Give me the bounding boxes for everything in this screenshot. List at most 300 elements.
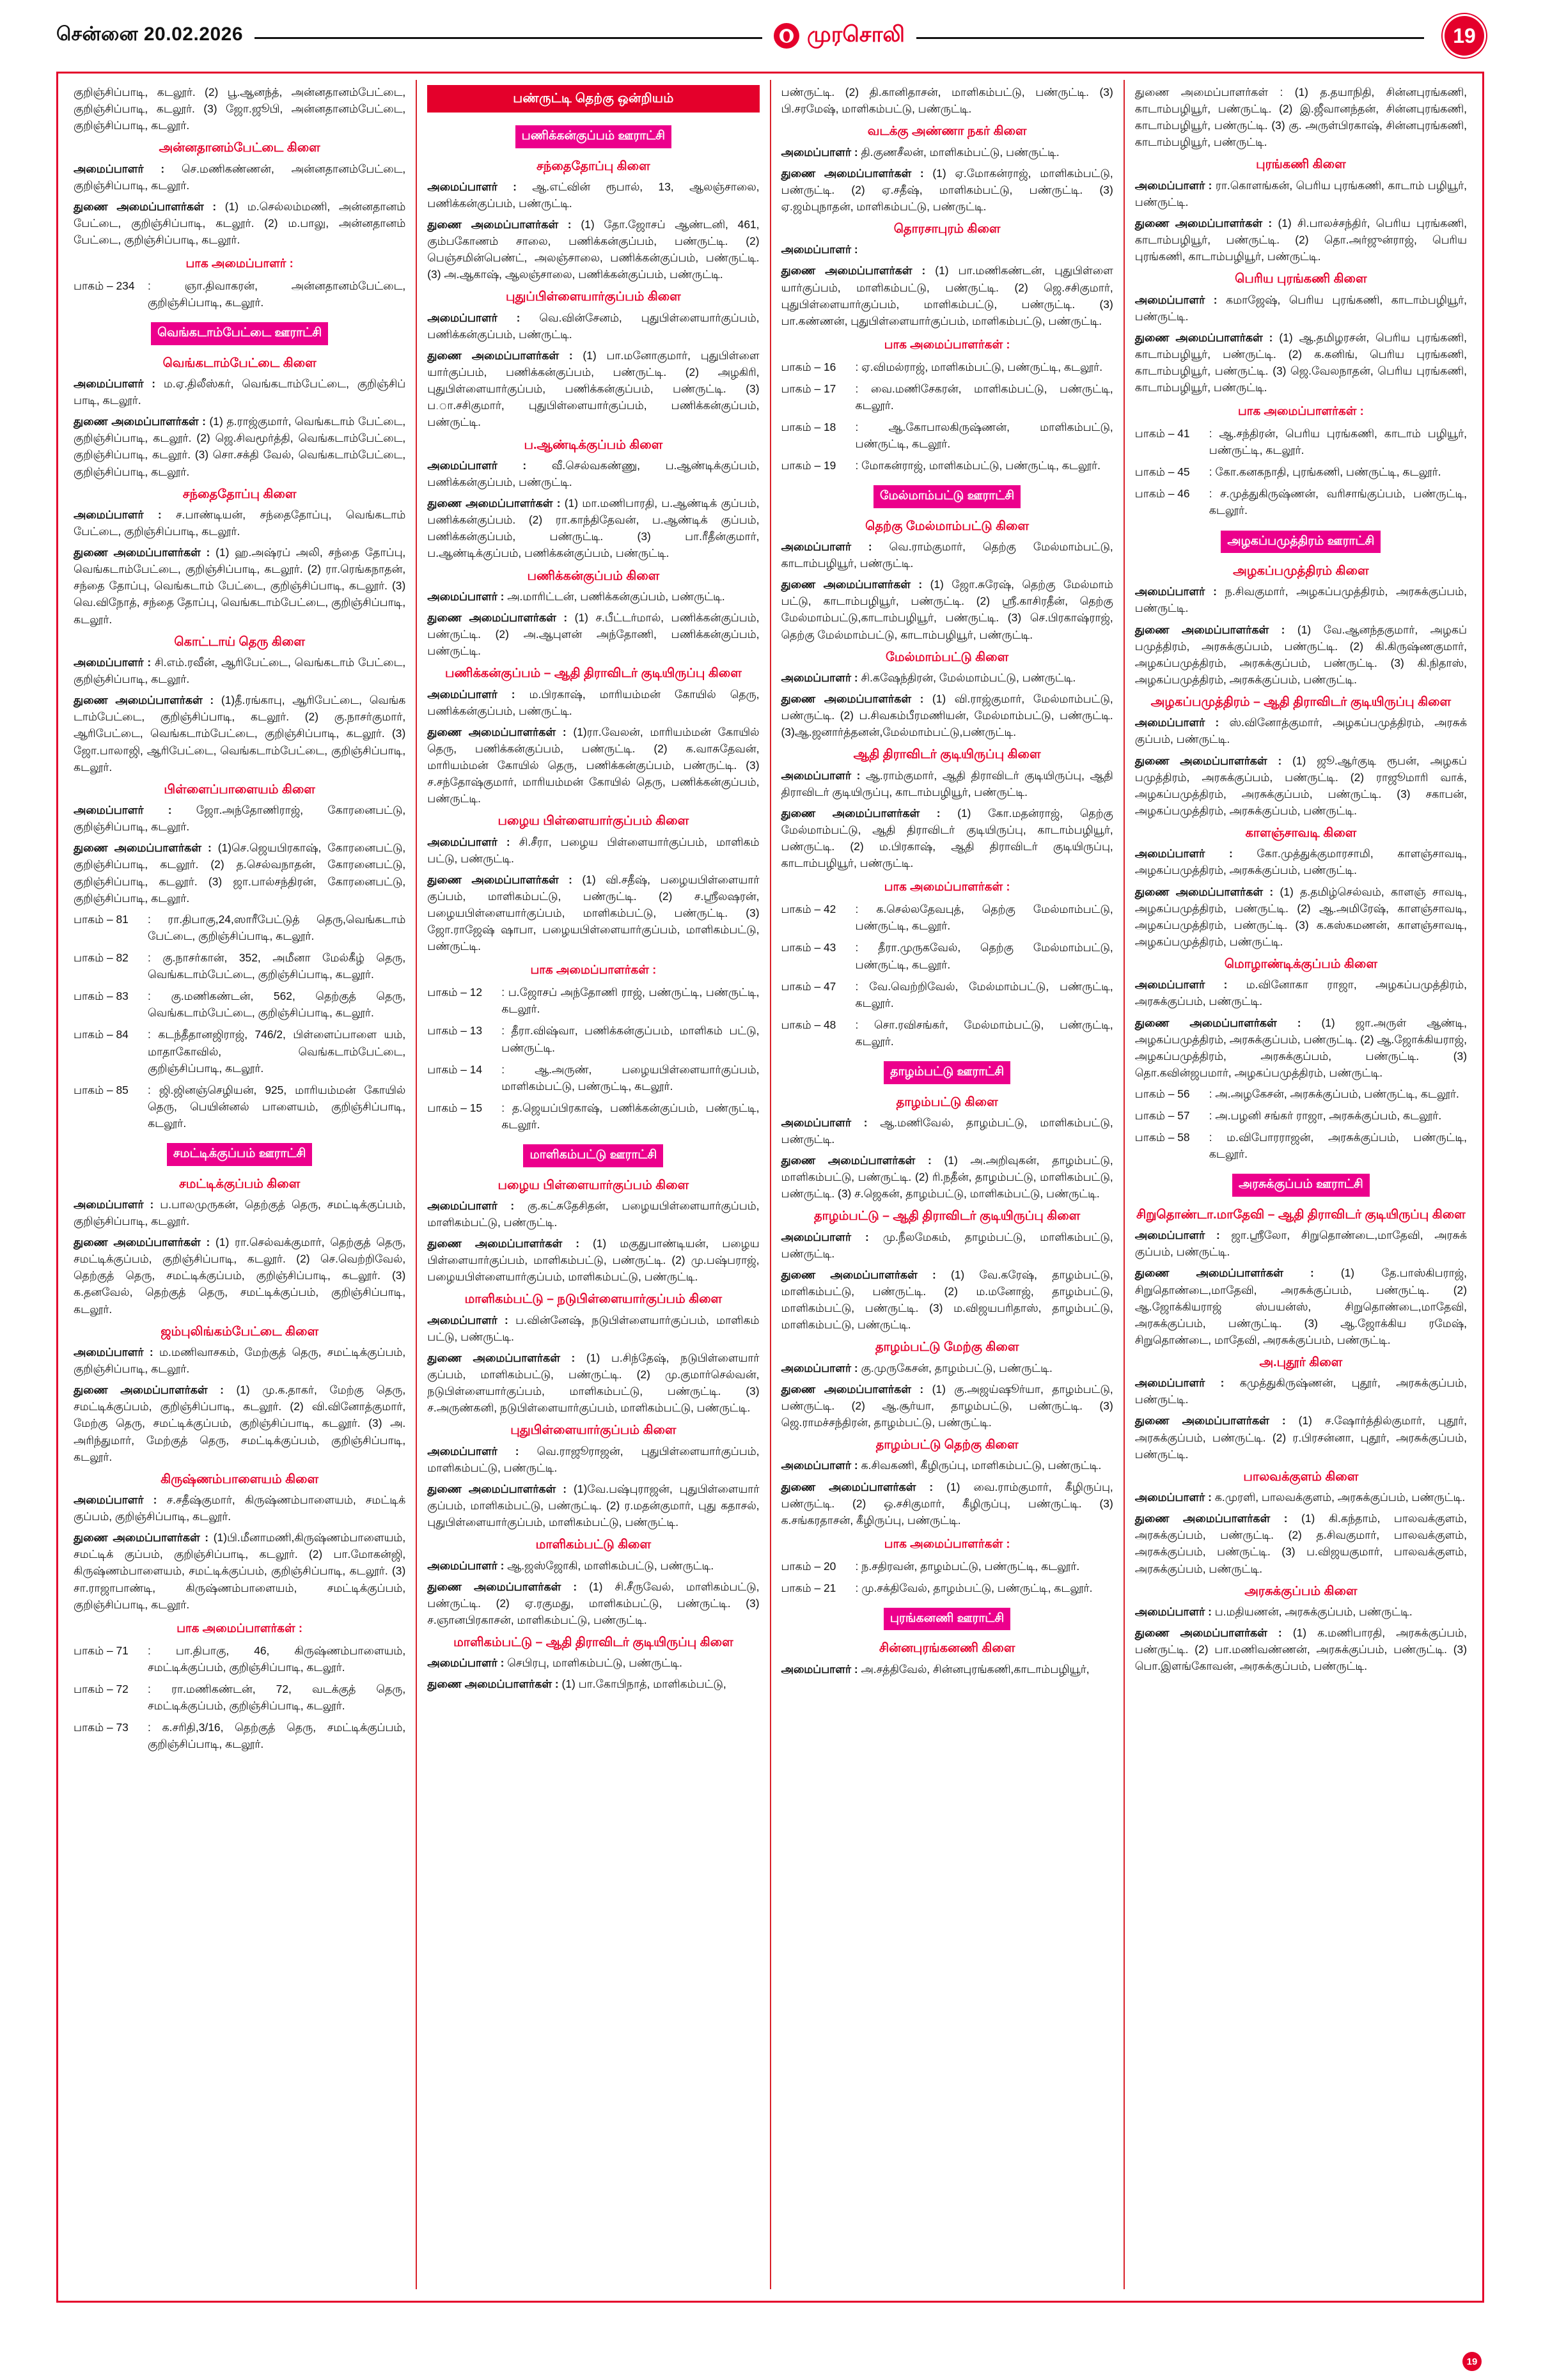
- part-organiser-row: [781, 419, 1113, 452]
- section-banner: பண்ருட்டி தெற்கு ஒன்றியம்: [427, 85, 759, 113]
- part-organiser-name: : ரா.மணிகண்டன், 72, வடக்குத் தெரு, சமட்டிக்குப்பம், குறிஞ்சிப்பாடி, கடலூர்.: [148, 1682, 406, 1712]
- part-number: பாகம் – 84: [74, 1028, 129, 1041]
- part-organiser-name: : அ.அழகேசன், அரசுக்குப்பம், பண்ருட்டி, கடலூர்.: [1209, 1087, 1459, 1100]
- part-organiser-row: [74, 911, 405, 944]
- part-organiser-row: [74, 1642, 405, 1676]
- office-bearer-line: அமைப்பாளர் : ஆ.ராம்குமார், ஆதி திராவிடர் குடியிருப்பு, ஆதி திராவிடர் குடியிருப்பு, காடாம்பழியூர், பண்ருட்டி.: [781, 768, 1113, 798]
- office-bearer-line: அமைப்பாளர் : கு.முருகேசன், தாழம்பட்டு, பண்ருட்டி.: [781, 1361, 1053, 1374]
- office-bearer-label: துணை அமைப்பாளர்கள் :: [1134, 216, 1278, 229]
- office-bearer-line: துணை அமைப்பாளர்கள் : (1) பா.மனோகுமார், புதுபிள்ளை யார்குப்பம், பணிக்கன்குப்பம், பண்ருட்டி. (2) அழகிரி, புதுபிள்ளையார்குப்பம், பணிக்கன்குப்பம், பண்ருட்டி. (3) ப.ா.சசிகுமார், புதுபிள்ளையார்குப்பம், பணிக்கன்குப்பம், பண்ருட்டி.: [427, 349, 760, 429]
- part-organiser-row: [74, 277, 405, 311]
- branch-heading: தெற்கு மேல்மாம்பட்டு கிளை: [865, 518, 1030, 533]
- branch-heading: புதுபிள்ளையார்குப்பம் கிளை: [510, 1423, 677, 1438]
- column-2: [416, 80, 769, 2289]
- branch-heading: வடக்கு அண்ணா நகர் கிளை: [867, 124, 1027, 139]
- office-bearer-label: துணை அமைப்பாளர்கள் :: [1134, 1512, 1302, 1525]
- part-number: பாகம் – 48: [781, 1018, 836, 1031]
- branch-heading: தாழம்பட்டு – ஆதி திராவிடர் குடியிருப்பு கிளை: [813, 1209, 1081, 1224]
- office-bearer-label: அமைப்பாளர் :: [427, 1559, 508, 1572]
- panchayat-heading-wrap: [781, 479, 1113, 512]
- office-bearer-line: துணை அமைப்பாளர்கள் : (1) ப.சிந்தேஷ், நடுபிள்ளையார் குப்பம், மாளிகம்பட்டு, பண்ருட்டி. (2) மு.குமார்செல்வன், நடுபிள்ளையார்குப்பம், மாளிகம்பட்டு, பண்ருட்டி. (3) ச.அருண்கனி, நடுபிள்ளையார்குப்பம், மாளிகம்பட்டு, பண்ருட்டி.: [427, 1351, 760, 1415]
- office-bearer-line: அமைப்பாளர் : சி.சீரா, பழைய பிள்ளையார்குப்பம், மாளிகம் பட்டு, பண்ருட்டி.: [427, 835, 760, 865]
- office-bearer-line: துணை அமைப்பாளர்கள் : (1) மா.மணிபாரதி, ப.ஆண்டிக் குப்பம், பணிக்கன்குப்பம். (2) ரா.காந்திதேவன், ப.ஆண்டிக் குப்பம், பணிக்கன்குப்பம், பண்ருட்டி. (3) பா.ரீதீன்குமார், ப.ஆண்டிக்குப்பம், பணிக்கன்குப்பம், பண்ருட்டி.: [427, 497, 760, 560]
- office-bearer-line: துணை அமைப்பாளர்கள் : (1) தோ.ஜோசப் ஆண்டனி, 461, கும்பகோணம் சாலை, பணிக்கன்குப்பம், பண்ருட்டி. (2) பெஞ்சமின்பெண்ட், அலஞ்சாலை, பணிக்கன்குப்பம், பண்ருட்டி. (3) அ.ஆகாஷ், ஆலஞ்சாலை, பணிக்கன்குப்பம், பண்ருட்டி.: [427, 218, 760, 281]
- office-bearer-line: துணை அமைப்பாளர்கள் : (1) ஜா.அருள் ஆண்டி, அழகப்பமுத்திரம், அரசுக்குப்பம், பண்ருட்டி. (2) ஆ.ஜோக்கியராஜ், அழகப்பமுத்திரம், அரசுக்குப்பம், பண்ருட்டி. (3) தொ.கவின்ஜபமார், அழகப்பமுத்திரம், பண்ருட்டி.: [1134, 1016, 1467, 1079]
- office-bearer-line: துணை அமைப்பாளர்கள் : (1) ஏ.மோகன்ராஜ், மாளிகம்பட்டு, பண்ருட்டி. (2) ஏ.சதீஷ், மாளிகம்பட்டு, பண்ருட்டி. (3) ஏ.ஜம்புநாதன், மாளிகம்பட்டு, பண்ருட்டி.: [781, 166, 1113, 213]
- panchayat-heading: அழகப்பமுத்திரம் ஊராட்சி: [1221, 531, 1381, 554]
- part-organiser-row: [427, 1061, 759, 1094]
- part-number: பாகம் – 13: [427, 1024, 483, 1038]
- part-organiser-row: [781, 901, 1113, 934]
- column-3: [770, 80, 1124, 2289]
- part-organiser-row: [1135, 1107, 1467, 1124]
- office-bearer-line: அமைப்பாளர் : ரா.கொளங்கன், பெரிய புரங்கணி, காடாம் பழியூர், பண்ருட்டி.: [1134, 178, 1468, 208]
- part-number: பாகம் – 16: [781, 360, 836, 373]
- continued-paragraph: பண்ருட்டி. (2) தி.கானிதாசன், மாளிகம்பட்டு, பண்ருட்டி. (3) பி.சரமேஷ், மாளிகம்பட்டு, பண்ருட்டி.: [781, 86, 1113, 116]
- part-organiser-name: : ஆ.கோபாலகிருஷ்ணன், மாளிகம்பட்டு, பண்ருட்டி, கடலூர்.: [855, 420, 1113, 451]
- office-bearer-line: துணை அமைப்பாளர்கள் : (1) த.தமிழ்செல்வம், காளஞ் சாவடி, அழகப்பமுத்திரம், பண்ருட்டி. (2) ஆ.அமிரேஷ், காளஞ்சாவடி, அழகப்பமுத்திரம், பண்ருட்டி. (3) க.கஸ்கமணன், காளஞ்சாவடி, அழகப்பமுத்திரம், பண்ருட்டி.: [1134, 885, 1467, 948]
- branch-heading: பிள்ளைப்பாளையம் கிளை: [164, 782, 315, 797]
- office-bearer-line: அமைப்பாளர் : ஆ.ஜஸ்ஜோகி, மாளிகம்பட்டு, பண்ருட்டி.: [427, 1559, 714, 1572]
- office-bearer-label: துணை அமைப்பாளர்கள் :: [427, 1237, 593, 1250]
- office-bearer-label: துணை அமைப்பாளர்கள் :: [781, 264, 936, 277]
- office-bearer-line: அமைப்பாளர் : ஆ.எட்வின் ரூபால், 13, ஆலஞ்சாலை, பணிக்கன்குப்பம், பண்ருட்டி.: [427, 180, 760, 210]
- panchayat-heading-wrap: [781, 1055, 1113, 1088]
- part-organisers-heading: பாக அமைப்பாளர் :: [185, 256, 294, 270]
- office-bearer-label: அமைப்பாளர் :: [781, 1116, 881, 1129]
- office-bearer-label: அமைப்பாளர் :: [1134, 1605, 1215, 1618]
- part-organiser-name: : தீரா.விஷ்வா, பணிக்கன்குப்பம், மாளிகம் பட்டு, பண்ருட்டி.: [501, 1024, 760, 1054]
- office-bearer-label: துணை அமைப்பாளர்கள் :: [427, 1677, 562, 1691]
- office-bearer-line: துணை அமைப்பாளர்கள் : (1)ரா.வேலன், மாரியம்மன் கோயில் தெரு, பணிக்கன்குப்பம், பண்ருட்டி. (2) க.வாசுதேவன், மாரியம்மன் கோயில் தெரு, பணிக்கன்குப்பம், பண்ருட்டி. (3) ச.சந்தோஷ்குமார், மாரியம்மன் கோயில் தெரு, பணிக்கன்குப்பம், பண்ருட்டி.: [427, 725, 760, 805]
- office-bearer-label: அமைப்பாளர் :: [74, 804, 196, 817]
- office-bearer-line: அமைப்பாளர் : ம.வினோகா ராஜா, அழகப்பமுத்திரம், அரசுக்குப்பம், பண்ருட்டி.: [1134, 978, 1467, 1008]
- branch-heading: அன்னதானம்பேட்டை கிளை: [159, 141, 320, 155]
- branch-heading: காளஞ்சாவடி கிளை: [1245, 826, 1357, 840]
- office-bearer-label: துணை அமைப்பாளர்கள் :: [781, 692, 932, 706]
- office-bearer-label: துணை அமைப்பாளர்கள் :: [1134, 1016, 1322, 1029]
- office-bearer-label: அமைப்பாளர் :: [1134, 978, 1246, 992]
- part-organiser-name: : ச.முத்துகிருஷ்ணன், வரிசாங்குப்பம், பண்ருட்டி, கடலூர்.: [1209, 487, 1467, 517]
- office-bearer-line: அமைப்பாளர் : கமாஜேஷ், பெரிய புரங்கணி, காடாம்பழியூர், பண்ருட்டி.: [1134, 293, 1468, 323]
- part-number: பாகம் – 21: [781, 1581, 836, 1594]
- panchayat-heading-wrap: [1135, 1167, 1467, 1201]
- part-organiser-name: : பா.திபாகு, 46, கிருஷ்ணம்பாளையம், சமட்டிக்குப்பம், குறிஞ்சிப்பாடி, கடலூர்.: [148, 1644, 406, 1674]
- office-bearer-label: துணை அமைப்பாளர்கள் :: [427, 218, 581, 231]
- office-bearer-line: அமைப்பாளர் : க.சிவகணி, கீழிருப்பு, மாளிகம்பட்டு, பண்ருட்டி.: [781, 1459, 1102, 1472]
- paper-name: முரசொலி: [807, 22, 905, 47]
- office-bearer-label: அமைப்பாளர் :: [427, 1313, 516, 1326]
- office-bearer-line: அமைப்பாளர் : அ.சத்திவேல், சின்னபுரங்கணி,காடாம்பழியூர்,: [781, 1662, 1090, 1676]
- office-bearer-line: அமைப்பாளர் : வீ.செல்வகண்ணு, ப.ஆண்டிக்குப்பம், பணிக்கன்குப்பம், பண்ருட்டி.: [427, 458, 760, 488]
- part-number: பாகம் – 42: [781, 903, 836, 916]
- branch-heading: புதுப்பிள்ளையார்குப்பம் கிளை: [505, 290, 681, 304]
- office-bearer-label: அமைப்பாளர் :: [74, 1493, 167, 1507]
- office-bearer-line: அமைப்பாளர் : ஸ்.வினோத்குமார், அழகப்பமுத்திரம், அரசுக் குப்பம், பண்ருட்டி.: [1134, 716, 1467, 746]
- office-bearer-line: அமைப்பாளர் : செ.மணிகண்ணன், அன்னதானம்பேட்டை, குறிஞ்சிப்பாடி, கடலூர்.: [74, 162, 406, 192]
- office-bearer-label: துணை அமைப்பாளர்கள் :: [74, 415, 210, 428]
- office-bearer-line: துணை அமைப்பாளர்கள் : (1) சி.பாலச்சந்திர், பெரிய புரங்கணி, காடாம்பழியூர், பண்ருட்டி. (2) தொ.அர்ஜுன்ராஜ், பெரிய புரங்கணி, காடாம்பழியூர், பண்ருட்டி.: [1134, 216, 1467, 263]
- part-organiser-row: [74, 1026, 405, 1076]
- office-bearer-label: அமைப்பாளர் :: [781, 1361, 861, 1374]
- content-frame: [56, 72, 1484, 2303]
- branch-heading: தொரசாபுரம் கிளை: [893, 221, 1001, 236]
- office-bearer-line: துணை அமைப்பாளர்கள் : (1)பி.மீனாமணி,கிருஷ்ணம்பாளையம், சமட்டிக் குப்பம், குறிஞ்சிப்பாடி, கடலூர். (2) பா.மோகன்ஜி, கிருஷ்ணம்பாளையம், சமட்டிக்குப்பம், குறிஞ்சிப்பாடி, கடலூர். (3) சா.ராஜாபாண்டி, கிருஷ்ணம்பாளையம், சமட்டிக்குப்பம், குறிஞ்சிப்பாடி, கடலூர்.: [74, 1531, 406, 1611]
- branch-heading: பாலவக்குளம் கிளை: [1243, 1469, 1359, 1484]
- office-bearer-line: [781, 241, 1113, 258]
- office-bearer-label: அமைப்பாளர் :: [1134, 716, 1230, 729]
- office-bearer-label: துணை அமைப்பாளர்கள் :: [1134, 1266, 1341, 1280]
- office-bearer-line: அமைப்பாளர் : ப.வின்னேஷ், நடுபிள்ளையார்குப்பம், மாளிகம் பட்டு, பண்ருட்டி.: [427, 1313, 760, 1343]
- masthead: [0, 0, 1543, 72]
- panchayat-heading-wrap: [781, 1601, 1113, 1635]
- office-bearer-line: துணை அமைப்பாளர்கள் : (1) ரா.செல்வக்குமார், தெற்குத் தெரு, சமட்டிக்குப்பம், குறிஞ்சிப்பாடி, கடலூர். (2) செ.வெற்றிவேல், தெற்குத் தெரு, சமட்டிக்குப்பம், குறிஞ்சிப்பாடி, கடலூர். (3) க.தனவேல், தெற்குத் தெரு, சமட்டிக்குப்பம், குறிஞ்சிப்பாடி, கடலூர்.: [74, 1236, 406, 1316]
- office-bearer-line: துணை அமைப்பாளர்கள் : (1) ச.ஷோர்த்தில்குமார், புதூர், அரசுக்குப்பம், பண்ருட்டி. (2) ர.பிரசன்னா, புதூர், அரசுக்குப்பம், பண்ருட்டி.: [1134, 1414, 1467, 1461]
- branch-heading: தாழம்பட்டு கிளை: [896, 1094, 998, 1109]
- office-bearer-label: துணை அமைப்பாளர்கள் :: [781, 1382, 932, 1396]
- office-bearer-line: அமைப்பாளர் : வெ.ராஜூராஜன், புதுபிள்ளையார்குப்பம், மாளிகம்பட்டு, பண்ருட்டி.: [427, 1444, 760, 1474]
- part-organiser-row: [74, 1719, 405, 1752]
- part-number: பாகம் – 56: [1134, 1087, 1190, 1100]
- part-organiser-name: : ஞா.திவாகரன், அன்னதானம்பேட்டை, குறிஞ்சிப்பாடி, கடலூர்.: [148, 279, 406, 309]
- office-bearer-label: துணை அமைப்பாளர்கள் :: [74, 694, 221, 707]
- office-bearer-label: அமைப்பாளர் :: [781, 768, 866, 782]
- office-bearer-label: துணை அமைப்பாளர்கள் :: [427, 1351, 586, 1364]
- part-organiser-name: : ம.விபோரராஜன், அரசுக்குப்பம், பண்ருட்டி, கடலூர்.: [1209, 1131, 1467, 1161]
- office-bearer-label: அமைப்பாளர் :: [1134, 847, 1257, 860]
- office-bearer-label: துணை அமைப்பாளர்கள் :: [427, 349, 583, 362]
- part-organiser-row: [781, 978, 1113, 1011]
- office-bearer-line: துணை அமைப்பாளர்கள் : (1) அ.அறிவுகன், தாழம்பட்டு, மாளிகம்பட்டு, பண்ருட்டி. (2) ரி.நதீன், தாழம்பட்டு, மாளிகம்பட்டு, பண்ருட்டி. (3) ச.ஜெகன், தாழம்பட்டு, மாளிகம்பட்டு, பண்ருட்டி.: [781, 1154, 1113, 1201]
- office-bearer-line: துணை அமைப்பாளர்கள் : (1) மகுதுபாண்டியன், பழைய பிள்ளையார்குப்பம், மாளிகம்பட்டு, பண்ருட்டி. (2) மு.பஷ்பராஜ், பழையபிள்ளையார்குப்பம், மாளிகம்பட்டு, பண்ருட்டி.: [427, 1237, 760, 1284]
- part-number: பாகம் – 57: [1134, 1109, 1190, 1123]
- masthead-logo: [774, 22, 905, 50]
- office-bearer-label: அமைப்பாளர் :: [781, 1662, 861, 1676]
- office-bearer-label: அமைப்பாளர் :: [427, 687, 529, 701]
- part-organisers-heading: பாக அமைப்பாளர்கள் :: [176, 1621, 302, 1635]
- office-bearer-line: துணை அமைப்பாளர்கள் : (1) மு.க.தாகர், மேற்கு தெரு, சமட்டிக்குப்பம், குறிஞ்சிப்பாடி, கடலூர். (2) வி.வினோத்குமார், மேற்கு தெரு, சமட்டிக்குப்பம், குறிஞ்சிப்பாடி, கடலூர். (3) அ. அரிந்துமார், மேற்குத் தெரு, சமட்டிக்குப்பம், குறிஞ்சிப்பாடி, கடலூர்.: [74, 1383, 406, 1463]
- office-bearer-label: அமைப்பாளர் :: [427, 835, 519, 848]
- office-bearer-line: துணை அமைப்பாளர்கள் : (1)செ.ஜெயபிரகாஷ், கோரனைபட்டு, குறிஞ்சிப்பாடி, கடலூர். (2) த.செல்வநாதன், கோரனைபட்டு, குறிஞ்சிப்பாடி, கடலூர். (3) ஜா.பால்சந்திரன், கோரனைபட்டு, குறிஞ்சிப்பாடி, கடலூர்.: [74, 841, 406, 905]
- office-bearer-label: துணை அமைப்பாளர்கள் :: [74, 841, 218, 855]
- branch-heading: பணிக்கன்குப்பம் கிளை: [527, 568, 660, 583]
- branch-heading: ஜம்புலிங்கம்பேட்டை கிளை: [161, 1324, 319, 1339]
- part-organisers-heading: பாக அமைப்பாளர்கள் :: [530, 963, 657, 977]
- part-organiser-row: [74, 988, 405, 1021]
- office-bearer-line: அமைப்பாளர் : வெ.ராம்குமார், தெற்கு மேல்மாம்பட்டு, காடாம்பழியூர், பண்ருட்டி.: [781, 540, 1113, 570]
- office-bearer-label: துணை அமைப்பாளர்கள் :: [427, 1580, 590, 1593]
- part-organiser-name: : வே.வெற்றிவேல், மேல்மாம்பட்டு, பண்ருட்டி, கடலூர்.: [855, 979, 1113, 1009]
- office-bearer-line: துணை அமைப்பாளர்கள் : (1) ச.பீட்டர்மால், பணிக்கன்குப்பம், பண்ருட்டி. (2) அ.ஆபுளன் அந்தோணி, பணிக்கன்குப்பம், பண்ருட்டி.: [427, 611, 760, 658]
- office-bearer-line: துணை அமைப்பாளர்கள் : (1) பா.மணிகண்டன், புதுபிள்ளை யார்குப்பம், மாளிகம்பட்டு, பண்ருட்டி. (2) ஜெ.சசிகுமார், புதுபிள்ளையார்குப்பம், மாளிகம்பட்டு, பண்ருட்டி. (3) பா.கண்ணன், புதுபிள்ளையார்குப்பம், மாளிகம்பட்டு, பண்ருட்டி.: [781, 264, 1113, 327]
- office-bearer-label: அமைப்பாளர் :: [74, 377, 164, 390]
- office-bearer-label: அமைப்பாளர் :: [74, 162, 182, 175]
- part-organiser-name: : ஆ.அருண், பழையபிள்ளையார்குப்பம், மாளிகம்பட்டு, பண்ருட்டி, கடலூர்.: [501, 1062, 760, 1093]
- branch-heading: சமட்டிக்குப்பம் கிளை: [178, 1176, 301, 1191]
- office-bearer-label: அமைப்பாளர் :: [427, 458, 552, 472]
- office-bearer-line: துணை அமைப்பாளர்கள் : (1) ஜூ.ஆர்குடி ரூபன், அழகப் பமுத்திரம், அரசுக்குப்பம், பண்ருட்டி. (2) ராஜூமாரி வாக், அழகப்பமுத்திரம், அரசுக்குப்பம், பண்ருட்டி. (3) சகாபன், அழகப்பமுத்திரம், அரசுக்குப்பம், பண்ருட்டி.: [1134, 754, 1467, 817]
- part-organiser-name: : ஏ.விமல்ராஜ், மாளிகம்பட்டு, பண்ருட்டி, கடலூர்.: [855, 360, 1103, 373]
- branch-heading: ப.ஆண்டிக்குப்பம் கிளை: [524, 437, 663, 452]
- office-bearer-label: துணை அமைப்பாளர்கள் :: [1134, 885, 1280, 898]
- office-bearer-label: துணை அமைப்பாளர்கள் :: [427, 1482, 574, 1495]
- office-bearer-line: துணை அமைப்பாளர்கள் : (1) த.ராஜ்குமார், வெங்கடாம் பேட்டை, குறிஞ்சிப்பாடி, கடலூர். (2) ஜெ.சிவமூர்த்தி, வெங்கடாம்பேட்டை, குறிஞ்சிப்பாடி, கடலூர். (3) சொ.சக்தி வேல், வெங்கடாம்பேட்டை, குறிஞ்சிப்பாடி, கடலூர்.: [74, 415, 406, 478]
- office-bearer-line: அமைப்பாளர் : மு.நீலமேகம், தாழம்பட்டு, மாளிகம்பட்டு, பண்ருட்டி.: [781, 1230, 1113, 1260]
- part-organisers-heading: பாக அமைப்பாளர்கள் :: [884, 337, 1010, 351]
- office-bearer-line: துணை அமைப்பாளர்கள் : (1) வி.சதீஷ், பழையபிள்ளையார் குப்பம், மாளிகம்பட்டு, பண்ருட்டி. (2) ச.ஸ்ரீலஷரன், பழையபிள்ளையார்குப்பம், மாளிகம்பட்டு, பண்ருட்டி. (3) ஜோ.ராஜேஷ் ஷாபா, பழையபிள்ளையார்குப்பம், மாளிகம்பட்டு, பண்ருட்டி.: [427, 873, 760, 953]
- panchayat-heading: மாளிகம்பட்டு ஊராட்சி: [523, 1144, 663, 1167]
- office-bearer-label: துணை அமைப்பாளர்கள் :: [1134, 331, 1280, 344]
- office-bearer-label: அமைப்பாளர் :: [74, 1197, 161, 1211]
- part-number: பாகம் – 14: [427, 1062, 483, 1076]
- part-organiser-row: [74, 1082, 405, 1132]
- part-organiser-row: [1135, 425, 1467, 458]
- part-organiser-name: : கடந்தீதானஜிராஜ், 746/2, பிள்ளைப்பாளை யம், மாதாகோவில், வெங்கடாம்பேட்டை, குறிஞ்சிப்பாடி, கடலூர்.: [148, 1028, 406, 1075]
- part-organiser-name: : கு.நாசர்கான், 352, அமீனா மேல்கீழ் தெரு, வெங்கடாம்பேட்டை, குறிஞ்சிப்பாடி, கடலூர்.: [148, 951, 406, 981]
- office-bearer-line: துணை அமைப்பாளர்கள் : (1) தே.பாஸ்கிபராஜ், சிறுதொண்டை,மாதேவி, அரசுக்குப்பம், பண்ருட்டி. (2) ஆ.ஜோக்கியராஜ் ஸ்பயன்ஸ், சிறுதொண்டை,மாதேவி, அரசுக்குப்பம், பண்ருட்டி. (3) ஆ.ஜோக்கிய ரமேஷ், சிறுதொண்டை, மாதேவி, அரசுக்குப்பம், பண்ருட்டி.: [1134, 1266, 1467, 1346]
- footer-page-number: 19: [1462, 2352, 1482, 2371]
- panchayat-heading-wrap: [74, 1137, 405, 1170]
- office-bearer-line: அமைப்பாளர் : சி.கஷேந்திரன், மேல்மாம்பட்டு, பண்ருட்டி.: [781, 671, 1076, 685]
- branch-heading: பெரிய புரங்கணி கிளை: [1235, 272, 1367, 286]
- part-number: பாகம் – 234: [74, 279, 135, 292]
- office-bearer-line: அமைப்பாளர் : செபிரபு, மாளிகம்பட்டு, பண்ருட்டி.: [427, 1656, 682, 1670]
- part-organiser-name: : ஜி.ஜினஞ்செழியன், 925, மாரியம்மன் கோயில் தெரு, பெயின்னல் பாளையம், குறிஞ்சிப்பாடி, கடலூர்.: [148, 1083, 406, 1130]
- panchayat-heading: மேல்மாம்பட்டு ஊராட்சி: [873, 485, 1021, 508]
- office-bearer-label: துணை அமைப்பாளர்கள் :: [1134, 1626, 1293, 1640]
- office-bearer-line: அமைப்பாளர் : ப.பாலமுருகன், தெற்குத் தெரு, சமட்டிக்குப்பம், குறிஞ்சிப்பாடி, கடலூர்.: [74, 1197, 406, 1227]
- part-organiser-row: [427, 1022, 759, 1055]
- office-bearer-label: அமைப்பாளர் :: [1134, 585, 1225, 598]
- office-bearer-line: துணை அமைப்பாளர்கள் : (1) வே.கரேஷ், தாழம்பட்டு, மாளிகம்பட்டு, பண்ருட்டி. (2) ம.மனோஜ், தாழம்பட்டு, மாளிகம்பட்டு, பண்ருட்டி. (3) ம.விஜயபரிதாஸ், தாழம்பட்டு, மாளிகம்பட்டு, பண்ருட்டி.: [781, 1268, 1113, 1332]
- part-organiser-row: [74, 1681, 405, 1714]
- office-bearer-line: அமைப்பாளர் : கோ.முத்துக்குமாரசாமி, காளஞ்சாவடி, அழகப்பமுத்திரம், அரசுக்குப்பம், பண்ருட்டி.: [1134, 847, 1467, 877]
- office-bearer-label: துணை அமைப்பாளர்கள் :: [1134, 623, 1297, 636]
- part-organiser-row: [781, 359, 1113, 375]
- office-bearer-line: துணை அமைப்பாளர்கள் : (1) வி.ராஜ்குமார், மேல்மாம்பட்டு, பண்ருட்டி. (2) ப.சிவகம்பீரமணியன், மேல்மாம்பட்டு, பண்ருட்டி. (3)ஆ.ஜனார்த்தனன்,மேல்மாம்பட்டு,பண்ருட்டி.: [781, 692, 1113, 739]
- office-bearer-label: அமைப்பாளர் :: [1134, 1376, 1240, 1390]
- office-bearer-label: துணை அமைப்பாளர்கள் :: [427, 497, 565, 510]
- branch-heading: மாளிகம்பட்டு – ஆதி திராவிடர் குடியிருப்பு கிளை: [453, 1635, 733, 1649]
- column-1: [63, 80, 416, 2289]
- branch-heading: பழைய பிள்ளையார்குப்பம் கிளை: [497, 814, 689, 828]
- part-organiser-row: [74, 949, 405, 983]
- part-organiser-name: : ப.ஜோசப் அந்தோணி ராஜ், பண்ருட்டி, பண்ருட்டி, கடலூர்.: [501, 986, 760, 1016]
- branch-heading: சின்னபுரங்கனணி கிளை: [879, 1641, 1015, 1656]
- office-bearer-label: அமைப்பாளர் :: [427, 180, 533, 193]
- branch-heading: ஆதி திராவிடர் குடியிருப்பு கிளை: [853, 747, 1041, 762]
- part-number: பாகம் – 81: [74, 912, 129, 926]
- office-bearer-label: அமைப்பாளர் :: [781, 145, 861, 159]
- masthead-rule-left: [255, 37, 762, 39]
- office-bearer-label: அமைப்பாளர் :: [781, 243, 858, 256]
- part-organiser-name: : கோ.கனகநாதி, புரங்கணி, பண்ருட்டி, கடலூர்.: [1209, 465, 1441, 479]
- office-bearer-line: துணை அமைப்பாளர்கள் : (1) கி.கந்தாம், பாலவக்குளம், அரசுக்குப்பம், பண்ருட்டி. (2) த.சிவகுமார், பாலவக்குளம், அரசுக்குப்பம், பண்ருட்டி. (3) ப.விஜயகுமார், பாலவக்குளம், அரசுக்குப்பம், பண்ருட்டி.: [1134, 1512, 1467, 1575]
- branch-heading: தாழம்பட்டு தெற்கு கிளை: [875, 1438, 1019, 1452]
- branch-heading: தாழம்பட்டு மேற்கு கிளை: [875, 1340, 1019, 1355]
- continued-paragraph: குறிஞ்சிப்பாடி, கடலூர். (2) பூ.ஆனந்த், அன்னதானம்பேட்டை, குறிஞ்சிப்பாடி, கடலூர். (3) ஜோ.ஜூபி, அன்னதானம்பேட்டை, குறிஞ்சிப்பாடி, கடலூர்.: [74, 86, 406, 132]
- part-organiser-name: : தீரா.முருகவேல், தெற்கு மேல்மாம்பட்டு, பண்ருட்டி, கடலூர்.: [855, 941, 1113, 971]
- office-bearer-label: அமைப்பாளர் :: [427, 1656, 508, 1670]
- part-number: பாகம் – 83: [74, 990, 129, 1003]
- part-organiser-row: [1135, 463, 1467, 480]
- branch-heading: அழகப்பமுத்திரம் – ஆதி திராவிடர் குடியிருப்பு கிளை: [1150, 695, 1452, 710]
- office-bearer-label: துணை அமைப்பாளர்கள் :: [427, 725, 574, 738]
- page-number-badge: 19: [1445, 16, 1484, 56]
- panchayat-heading: சமட்டிக்குப்பம் ஊராட்சி: [167, 1143, 313, 1166]
- panchayat-heading-wrap: [427, 1138, 759, 1171]
- part-organiser-name: : சொ.ரவிசங்கர், மேல்மாம்பட்டு, பண்ருட்டி, கடலூர்.: [855, 1018, 1113, 1048]
- branch-heading: கிருஷ்ணம்பாளையம் கிளை: [161, 1472, 319, 1486]
- office-bearer-label: துணை அமைப்பாளர்கள் :: [74, 1531, 214, 1544]
- office-bearer-line: அமைப்பாளர் : வெ.வின்சேனம், புதுபிள்ளையார்குப்பம், பணிக்கன்குப்பம், பண்ருட்டி.: [427, 311, 760, 341]
- office-bearer-line: அமைப்பாளர் : தி.குணசீலன், மாளிகம்பட்டு, பண்ருட்டி.: [781, 145, 1060, 159]
- part-organiser-row: [1135, 485, 1467, 518]
- branch-heading: கொட்டாய் தெரு கிளை: [174, 634, 305, 649]
- panchayat-heading-wrap: [1135, 524, 1467, 557]
- part-organiser-row: [781, 1580, 1113, 1596]
- office-bearer-label: அமைப்பாளர் :: [781, 671, 861, 685]
- continued-paragraph: துணை அமைப்பாளர்கள் : (1) த.தயாநிதி, சின்னபுரங்கணி, காடாம்பழியூர், பண்ருட்டி. (2) இ.ஜீவானந்தன், சின்னபுரங்கணி, காடாம்பழியூர், பண்ருட்டி. (3) கு. அருள்பிரகாஷ், சின்னபுரங்கணி, காடாம்பழியூர், பண்ருட்டி.: [1134, 86, 1467, 149]
- office-bearer-line: துணை அமைப்பாளர்கள் : (1) கோ.மதன்ராஜ், தெற்கு மேல்மாம்பட்டு, ஆதி திராவிடர் குடியிருப்பு, காடாம்பழியூர், பண்ருட்டி. (2) ம.பிரகாஷ், ஆதி திராவிடர் குடியிருப்பு, காடாம்பழியூர், பண்ருட்டி.: [781, 806, 1113, 870]
- office-bearer-line: துணை அமைப்பாளர்கள் : (1) க.மணிபாரதி, அரசுக்குப்பம், பண்ருட்டி. (2) பா.மணிவண்ணன், அரசுக்குப்பம், பண்ருட்டி. (3) பொ.இளங்கோவன், அரசுக்குப்பம், பண்ருட்டி.: [1134, 1626, 1467, 1673]
- office-bearer-line: துணை அமைப்பாளர்கள் : (1) ஹ.அஷ்ரப் அலி, சந்தை தோப்பு, வெங்கடாம்பேட்டை, குறிஞ்சிப்பாடி, கடலூர். (2) ரா.ரெங்கநாதன், சந்தை தோப்பு, வெங்கடாம் பேட்டை, குறிஞ்சிப்பாடி, கடலூர். (3) வெ.விநோத், சந்தை தோப்பு, வெங்கடாம்பேட்டை, குறிஞ்சிப்பாடி, கடலூர்.: [74, 546, 406, 626]
- part-number: பாகம் – 17: [781, 382, 836, 395]
- part-organiser-row: [1135, 1085, 1467, 1102]
- masthead-rule-right: [916, 37, 1424, 39]
- branch-heading: அ.புதூர் கிளை: [1259, 1355, 1343, 1369]
- office-bearer-line: துணை அமைப்பாளர்கள் : (1) வே.ஆனந்தகுமார், அழகப் பமுத்திரம், அரசுக்குப்பம், பண்ருட்டி. (2) கி.கிருஷ்ணகுமார், அழகப்பமுத்திரம், அரசுக்குப்பம், பண்ருட்டி. (3) கி.நிதாஸ், அழகப்பமுத்திரம், அரசுக்குப்பம், பண்ருட்டி.: [1134, 623, 1467, 686]
- masthead-date: சென்னை 20.02.2026: [56, 24, 244, 45]
- office-bearer-label: அமைப்பாளர் :: [427, 311, 540, 324]
- office-bearer-label: அமைப்பாளர் :: [781, 1230, 883, 1243]
- part-organiser-row: [781, 380, 1113, 414]
- office-bearer-label: அமைப்பாளர் :: [427, 1199, 528, 1212]
- part-organiser-name: : க.செல்லதேவபுத், தெற்கு மேல்மாம்பட்டு, பண்ருட்டி, கடலூர்.: [855, 903, 1113, 933]
- office-bearer-label: அமைப்பாளர் :: [74, 656, 155, 669]
- part-organiser-row: [427, 1100, 759, 1133]
- office-bearer-line: அமைப்பாளர் : ம.ஏ.திலீஸ்கர், வெங்கடாம்பேட்டை, குறிஞ்சிப் பாடி, கடலூர்.: [74, 377, 406, 407]
- office-bearer-line: துணை அமைப்பாளர்கள் : (1) கு.அஜய்ஷூர்யா, தாழம்பட்டு, பண்ருட்டி. (2) ஆ.சூர்யா, தாழம்பட்டு, பண்ருட்டி. (3) ஜெ.ராமச்சந்திரன், தாழம்பட்டு, பண்ருட்டி.: [781, 1382, 1113, 1429]
- branch-heading: மேல்மாம்பட்டு கிளை: [886, 649, 1009, 664]
- office-bearer-line: அமைப்பாளர் : ச.சதீஷ்குமார், கிருஷ்ணம்பாளையம், சமட்டிக் குப்பம், குறிஞ்சிப்பாடி, கடலூர்.: [74, 1493, 406, 1523]
- office-bearer-line: அமைப்பாளர் : ந.சிவகுமார், அழகப்பமுத்திரம், அரசுக்குப்பம், பண்ருட்டி.: [1134, 585, 1467, 615]
- part-organiser-name: : ரா.திபாகு,24,ஸாரீபேட்டுத் தெரு,வெங்கடாம் பேட்டை, குறிஞ்சிப்பாடி, கடலூர்.: [148, 912, 406, 942]
- office-bearer-label: துணை அமைப்பாளர்கள் :: [1134, 754, 1293, 767]
- office-bearer-line: அமைப்பாளர் : ஆ.மணிவேல், தாழம்பட்டு, மாளிகம்பட்டு, பண்ருட்டி.: [781, 1116, 1113, 1146]
- office-bearer-label: அமைப்பாளர் :: [74, 508, 176, 521]
- office-bearer-line: அமைப்பாளர் : ப.மதியணன், அரசுக்குப்பம், பண்ருட்டி.: [1134, 1605, 1413, 1618]
- office-bearer-line: துணை அமைப்பாளர்கள் : (1)வே.பஷ்புராஜன், புதுபிள்ளையார் குப்பம், மாளிகம்பட்டு, பண்ருட்டி. (2) ர.மதன்குமார், புது கதாசல், புதுபிள்ளையார்குப்பம், மாளிகம்பட்டு, பண்ருட்டி.: [427, 1482, 760, 1529]
- office-bearer-label: அமைப்பாளர் :: [1134, 1491, 1215, 1504]
- panchayat-heading: புரங்கனணி ஊராட்சி: [884, 1608, 1010, 1631]
- branch-heading: சிறுதொண்டா.மாதேவி – ஆதி திராவிடர் குடியிருப்பு கிளை: [1136, 1207, 1466, 1222]
- office-bearer-line: துணை அமைப்பாளர்கள் : (1) ஜோ.சுரேஷ், தெற்கு மேல்மாம் பட்டு, காடாம்பழியூர், பண்ருட்டி. (2) ஸ்ரீ.காசிரதீன், தெற்கு மேல்மாம்பட்டு,காடாம்பழியூர், பண்ருட்டி. (3) செ.பிரகாஷ்ராஜ், தெற்கு மேல்மாம்பட்டு, காடாம்பழியூர், பண்ருட்டி.: [781, 578, 1113, 641]
- office-bearer-label: அமைப்பாளர் :: [1134, 293, 1226, 306]
- branch-heading: பழைய பிள்ளையார்குப்பம் கிளை: [497, 1178, 689, 1192]
- office-bearer-line: துணை அமைப்பாளர்கள் : (1)தீ.ரங்காபு, ஆரிபேட்டை, வெங்க டாம்பேட்டை, குறிஞ்சிப்பாடி, கடலூர். (2) கு.நாசர்குமார், ஆரிபேட்டை, வெங்கடாம்பேட்டை, குறிஞ்சிப்பாடி, கடலூர். (3) ஜோ.பாலாஜி, ஆரிபேட்டை, வெங்கடாம்பேட்டை, குறிஞ்சிப்பாடி, கடலூர்.: [74, 694, 406, 774]
- office-bearer-label: அமைப்பாளர் :: [74, 1345, 160, 1358]
- panchayat-heading-wrap: [427, 119, 759, 152]
- panchayat-heading: அரசுக்குப்பம் ஊராட்சி: [1232, 1174, 1370, 1197]
- part-number: பாகம் – 72: [74, 1682, 129, 1695]
- part-number: பாகம் – 85: [74, 1083, 129, 1096]
- branch-heading: வெங்கடாம்பேட்டை கிளை: [162, 355, 317, 370]
- office-bearer-label: அமைப்பாளர் :: [427, 589, 508, 603]
- office-bearer-line: அமைப்பாளர் : க.முரளி, பாலவக்குளம், அரசுக்குப்பம், பண்ருட்டி.: [1134, 1491, 1466, 1504]
- part-organiser-name: : அ.பழனி சங்கர் ராஜா, அரசுக்குப்பம், கடலூர்.: [1209, 1109, 1442, 1123]
- office-bearer-line: அமைப்பாளர் : அ.மாரிட்டன், பணிக்கன்குப்பம், பண்ருட்டி.: [427, 589, 725, 603]
- column-4: [1124, 80, 1477, 2289]
- part-number: பாகம் – 18: [781, 420, 836, 433]
- branch-heading: பணிக்கன்குப்பம் – ஆதி திராவிடர் குடியிருப்பு கிளை: [444, 666, 742, 681]
- part-number: பாகம் – 58: [1134, 1131, 1190, 1144]
- office-bearer-label: அமைப்பாளர் :: [1134, 1229, 1232, 1242]
- part-number: பாகம் – 47: [781, 979, 836, 993]
- office-bearer-label: அமைப்பாளர் :: [781, 1459, 861, 1472]
- office-bearer-line: அமைப்பாளர் : ஜா.ஸ்ரீலோ, சிறுதொண்டை,மாதேவி, அரசுக் குப்பம், பண்ருட்டி.: [1134, 1229, 1467, 1259]
- office-bearer-label: துணை அமைப்பாளர்கள் :: [781, 1480, 947, 1493]
- office-bearer-label: துணை அமைப்பாளர்கள் :: [427, 873, 583, 886]
- part-number: பாகம் – 15: [427, 1101, 483, 1114]
- part-organisers-heading: பாக அமைப்பாளர்கள் :: [1238, 404, 1364, 418]
- part-number: பாகம் – 46: [1134, 487, 1190, 501]
- office-bearer-label: அமைப்பாளர் :: [781, 540, 889, 554]
- part-organiser-name: : த.ஜெயப்பிரகாஷ், பணிக்கன்குப்பம், பண்ருட்டி, கடலூர்.: [501, 1101, 760, 1131]
- office-bearer-label: அமைப்பாளர் :: [427, 1444, 537, 1458]
- part-organisers-heading: பாக அமைப்பாளர்கள் :: [884, 1536, 1010, 1550]
- part-organiser-name: : மு.சக்திவேல், தாழம்பட்டு, பண்ருட்டி, கடலூர்.: [855, 1581, 1093, 1594]
- part-organiser-name: : மோகன்ராஜ், மாளிகம்பட்டு, பண்ருட்டி, கடலூர்.: [855, 459, 1100, 472]
- branch-heading: புரங்கணி கிளை: [1256, 157, 1346, 172]
- branch-heading: அரசுக்குப்பம் கிளை: [1244, 1583, 1358, 1598]
- office-bearer-line: அமைப்பாளர் : கு.கட்சுதேசிதன், பழையபிள்ளையார்குப்பம், மாளிகம்பட்டு, பண்ருட்டி.: [427, 1199, 760, 1229]
- branch-heading: மாளிகம்பட்டு – நடுபிள்ளையார்குப்பம் கிளை: [464, 1292, 723, 1307]
- office-bearer-line: அமைப்பாளர் : ச.பாண்டியன், சந்தைதோப்பு, வெங்கடாம் பேட்டை, குறிஞ்சிப்பாடி, கடலூர்.: [74, 508, 406, 538]
- office-bearer-label: துணை அமைப்பாளர்கள் :: [74, 1236, 215, 1249]
- part-organiser-name: : ஆ.சந்திரன், பெரிய புரங்கணி, காடாம் பழியூர், பண்ருட்டி, கடலூர்.: [1209, 427, 1467, 457]
- part-number: பாகம் – 45: [1134, 465, 1190, 479]
- office-bearer-line: துணை அமைப்பாளர்கள் : (1) சி.சீருவேல், மாளிகம்பட்டு, பண்ருட்டி. (2) ஏ.ரகுமது, மாளிகம்பட்டு, பண்ருட்டி. (3) ச.ஞானபிரகாசன், மாளிகம்பட்டு, பண்ருட்டி.: [427, 1580, 760, 1626]
- part-organiser-row: [781, 1016, 1113, 1050]
- panchayat-heading: வெங்கடாம்பேட்டை ஊராட்சி: [151, 322, 328, 345]
- part-organiser-row: [781, 1558, 1113, 1575]
- part-organiser-name: : கு.மணிகண்டன், 562, தெற்குத் தெரு, வெங்கடாம்பேட்டை, குறிஞ்சிப்பாடி, கடலூர்.: [148, 990, 406, 1020]
- office-bearer-label: துணை அமைப்பாளர்கள் :: [781, 806, 958, 820]
- office-bearer-label: துணை அமைப்பாளர்கள் :: [781, 578, 930, 591]
- office-bearer-line: அமைப்பாளர் : ஜோ.அந்தோணிராஜ், கோரனைபட்டு, குறிஞ்சிப்பாடி, கடலூர்.: [74, 804, 406, 834]
- office-bearer-label: துணை அமைப்பாளர்கள் :: [781, 1268, 951, 1281]
- office-bearer-line: அமைப்பாளர் : ம.பிரகாஷ், மாரியம்மன் கோயில் தெரு, பணிக்கன்குப்பம், பண்ருட்டி.: [427, 687, 760, 717]
- part-organiser-row: [781, 939, 1113, 972]
- office-bearer-line: அமைப்பாளர் : சி.எம்.ரவீன், ஆரிபேட்டை, வெங்கடாம் பேட்டை, குறிஞ்சிப்பாடி, கடலூர்.: [74, 656, 406, 686]
- office-bearer-label: துணை அமைப்பாளர்கள் :: [781, 166, 933, 180]
- office-bearer-line: துணை அமைப்பாளர்கள் : (1) வை.ராம்குமார், கீழிருப்பு, பண்ருட்டி. (2) ஒ.சசிகுமார், கீழிருப்பு, பண்ருட்டி. (3) க.சங்கரதாசன், கீழிருப்பு, பண்ருட்டி.: [781, 1480, 1113, 1527]
- branch-heading: அழகப்பமுத்திரம் கிளை: [1233, 564, 1369, 579]
- panchayat-heading: தாழம்பட்டு ஊராட்சி: [884, 1061, 1010, 1084]
- branch-heading: சந்தைதோப்பு கிளை: [537, 159, 650, 173]
- part-number: பாகம் – 19: [781, 459, 836, 472]
- office-bearer-label: துணை அமைப்பாளர்கள் :: [1134, 1414, 1299, 1427]
- branch-heading: மாளிகம்பட்டு கிளை: [535, 1537, 652, 1552]
- part-organiser-row: [1135, 1129, 1467, 1162]
- office-bearer-label: துணை அமைப்பாளர்கள் :: [427, 611, 575, 624]
- part-number: பாகம் – 41: [1134, 427, 1190, 440]
- part-organiser-name: : ந.சதிரவன், தாழம்பட்டு, பண்ருட்டி, கடலூர்.: [855, 1559, 1080, 1573]
- part-number: பாகம் – 20: [781, 1559, 836, 1573]
- part-organiser-name: : க.சரிதி,3/16, தெற்குத் தெரு, சமட்டிக்குப்பம், குறிஞ்சிப்பாடி, கடலூர்.: [148, 1720, 406, 1751]
- part-number: பாகம் – 12: [427, 986, 483, 999]
